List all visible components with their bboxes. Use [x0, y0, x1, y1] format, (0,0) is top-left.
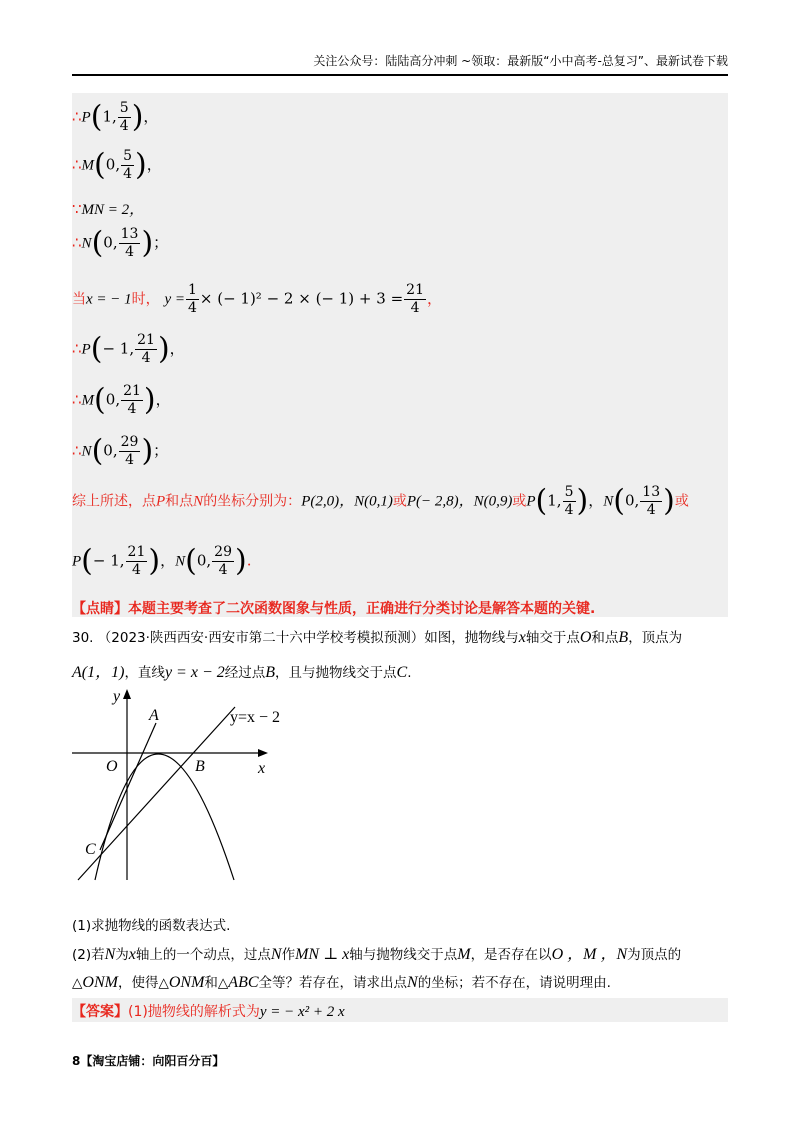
fraction: $\frac{13}{4}$ [120, 226, 139, 260]
label-a: A [149, 707, 159, 724]
line-m1: ∴M(0, $\frac{5}{4}$ )， [72, 147, 162, 183]
problem-line-1: 30. （2023·陕西西安·西安市第二十六中学校考模拟预测）如图，抛物线与x轴交于点O和点B，顶点为 [72, 629, 683, 646]
line-p2: ∴P(− 1, $\frac{21}{4}$ )， [72, 331, 185, 367]
label-c: C [85, 841, 96, 858]
segment-ac [100, 723, 156, 850]
question-2: (2)若N为x轴上的一个动点，过点N作MN ⊥ x轴与抛物线交于点M，是否存在以O ，M ，N为顶点的 [72, 946, 682, 963]
line-n2: ∴N(0, $\frac{29}{4}$ )； [72, 433, 169, 469]
page-header [72, 52, 728, 76]
label-b: B [195, 758, 205, 775]
label-o: O [106, 758, 118, 775]
line-n1: ∴N(0, $\frac{13}{4}$ )； [72, 225, 169, 261]
line-x-neg1: 当x = − 1时， y = $\frac{1}{4}$ × (− 1)² − 2 × (− 1) + 3 = $\frac{21}{4}$ ， [72, 282, 442, 316]
question-2-cont: △ONM，使得△ONM和△ABC全等？若存在，请求出点N的坐标；若不存在，请说明理由. [72, 974, 611, 991]
header-text: 关注公众号：陆陆高分冲刺 ~领取：最新版“小中高考-总复习”、最新试卷下载 [313, 54, 728, 68]
fraction: $\frac{5}{4}$ [119, 100, 129, 134]
label-line: y=x − 2 [230, 709, 281, 726]
comment-line: 【点睛】本题主要考查了二次函数图象与性质，正确进行分类讨论是解答本题的关键. [72, 601, 596, 617]
page-footer: 8【淘宝店铺：向阳百分百】 [72, 1054, 225, 1068]
fraction: $\frac{13}{4}$ [642, 484, 661, 518]
fraction: $\frac{21}{4}$ [127, 544, 146, 578]
x-axis-arrow [258, 749, 268, 757]
y-axis-arrow [123, 689, 131, 699]
line-p1: ∴P(1, $\frac{5}{4}$ )， [72, 99, 159, 135]
parabola-figure [70, 685, 310, 885]
fraction: $\frac{29}{4}$ [120, 434, 139, 468]
summary-line: 综上所述，点P和点N的坐标分别为：P(2,0)，N(0,1)或P(− 2,8)，N(0,9)或P(1, $\frac{5}{4}$ )，N(0, $\frac{13}{4}$ )或 [72, 483, 689, 519]
fraction: $\frac{29}{4}$ [214, 544, 232, 578]
fraction: $\frac{21}{4}$ [123, 383, 141, 417]
fraction: $\frac{1}{4}$ [187, 282, 197, 316]
summary-line-2: P(− 1, $\frac{21}{4}$ )，N(0, $\frac{29}{4}$ ). [72, 543, 252, 579]
fraction: $\frac{21}{4}$ [137, 332, 155, 366]
fraction: $\frac{21}{4}$ [406, 282, 424, 316]
fraction: $\frac{5}{4}$ [123, 148, 133, 182]
fraction: $\frac{5}{4}$ [564, 484, 574, 518]
problem-line-2: A(1，1)，直线y = x − 2经过点B，且与抛物线交于点C. [72, 664, 412, 681]
line-mn: ∵MN = 2， [72, 200, 145, 218]
label-y: y [113, 688, 121, 705]
label-x: x [258, 760, 266, 777]
question-1: (1)求抛物线的函数表达式. [72, 918, 231, 934]
answer-line: 【答案】(1)抛物线的解析式为y = − x² + 2 x [72, 1004, 345, 1020]
line-m2: ∴M(0, $\frac{21}{4}$ )， [72, 382, 171, 418]
line-y-x-2 [78, 707, 235, 880]
